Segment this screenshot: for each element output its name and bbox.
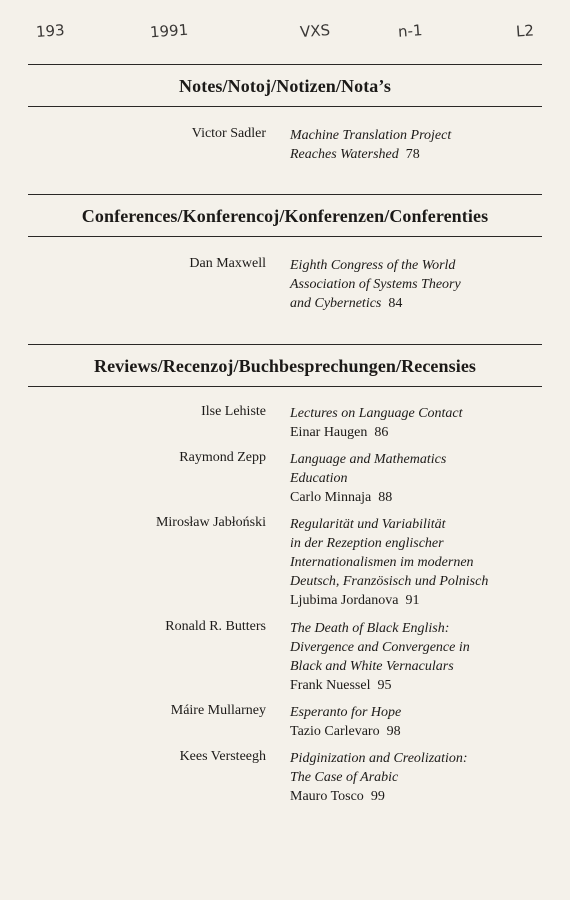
entry-author: Ronald R. Butters [165,619,266,634]
entry-title-line: Reaches Watershed 78 [290,147,420,162]
entry-author: Máire Mullarney [170,703,266,718]
entry-reviewed-author: Ljubima Jordanova 91 [290,593,420,608]
page-number: 99 [370,789,385,804]
entry-title: Eighth Congress of the World [290,258,456,273]
entry-title-line: Divergence and Convergence in [290,640,470,655]
entry-author: Raymond Zepp [179,450,266,465]
entry-title-line: Association of Systems Theory [290,277,461,292]
page-number: 95 [377,678,392,693]
entry-author: Kees Versteegh [179,749,266,764]
entry-work [290,703,560,741]
entry-work [290,619,560,695]
entry-reviewed-author: Mauro Tosco 99 [290,789,385,804]
page-number: 91 [405,593,420,608]
page-number: 98 [386,724,401,739]
entry-reviewed-author: Tazio Carlevaro 98 [290,724,401,739]
page-number: 78 [405,147,420,162]
handwritten-mark: 193 [35,21,66,41]
handwritten-mark: L2 [515,21,535,41]
entry-work [290,450,560,507]
section-title-conferences: Conferences/Konferencoj/Konferenzen/Conferenties [81,206,489,226]
entry-work [290,515,560,610]
entry-title: Regularität und Variabilität [290,517,446,532]
entry-title: Language and Mathematics [290,452,447,467]
page-number: 84 [388,296,403,311]
section-rule-bottom [28,236,542,237]
entry-work [290,749,560,806]
entry-reviewed-author: Einar Haugen 86 [290,425,389,440]
entry-reviewed-author: Frank Nuessel 95 [290,678,392,693]
section-rule-top [28,64,542,65]
entry-title-line: The Case of Arabic [290,770,399,785]
handwritten-annotations [0,22,570,52]
page-number: 86 [374,425,389,440]
page-number: 88 [378,490,393,505]
handwritten-mark: VXS [299,20,331,42]
entry-title-line: in der Rezeption englischer [290,536,444,551]
entry-work [290,256,560,313]
entry-author: Mirosław Jabłoński [155,515,266,530]
entry-title-line: Black and White Vernaculars [290,659,454,674]
entry-title-line: Deutsch, Französisch und Polnisch [290,574,489,589]
entry-title-line: and Cybernetics 84 [290,296,403,311]
entry-title-line: Education [290,471,348,486]
section-rule-bottom [28,386,542,387]
entry-work [290,126,560,164]
entry-title: The Death of Black English: [290,621,450,636]
entry-title: Pidginization and Creolization: [290,751,468,766]
handwritten-mark: n-1 [397,21,424,41]
entry-reviewed-author: Carlo Minnaja 88 [290,490,393,505]
entry-title: Lectures on Language Contact [290,406,463,421]
entry-work [290,404,560,442]
section-title-reviews: Reviews/Recenzoj/Buchbesprechungen/Recensies [93,356,477,376]
handwritten-mark: 1991 [149,20,189,42]
entry-author: Dan Maxwell [189,256,266,271]
entry-author: Victor Sadler [191,126,266,141]
section-rule-top [28,344,542,345]
entry-title: Machine Translation Project [290,128,452,143]
entry-title-line: Internationalismen im modernen [290,555,474,570]
entry-author: Ilse Lehiste [201,404,266,419]
section-rule-top [28,194,542,195]
section-rule-bottom [28,106,542,107]
entry-title: Esperanto for Hope [290,705,402,720]
section-title-notes: Notes/Notoj/Notizen/Nota’s [179,76,391,96]
